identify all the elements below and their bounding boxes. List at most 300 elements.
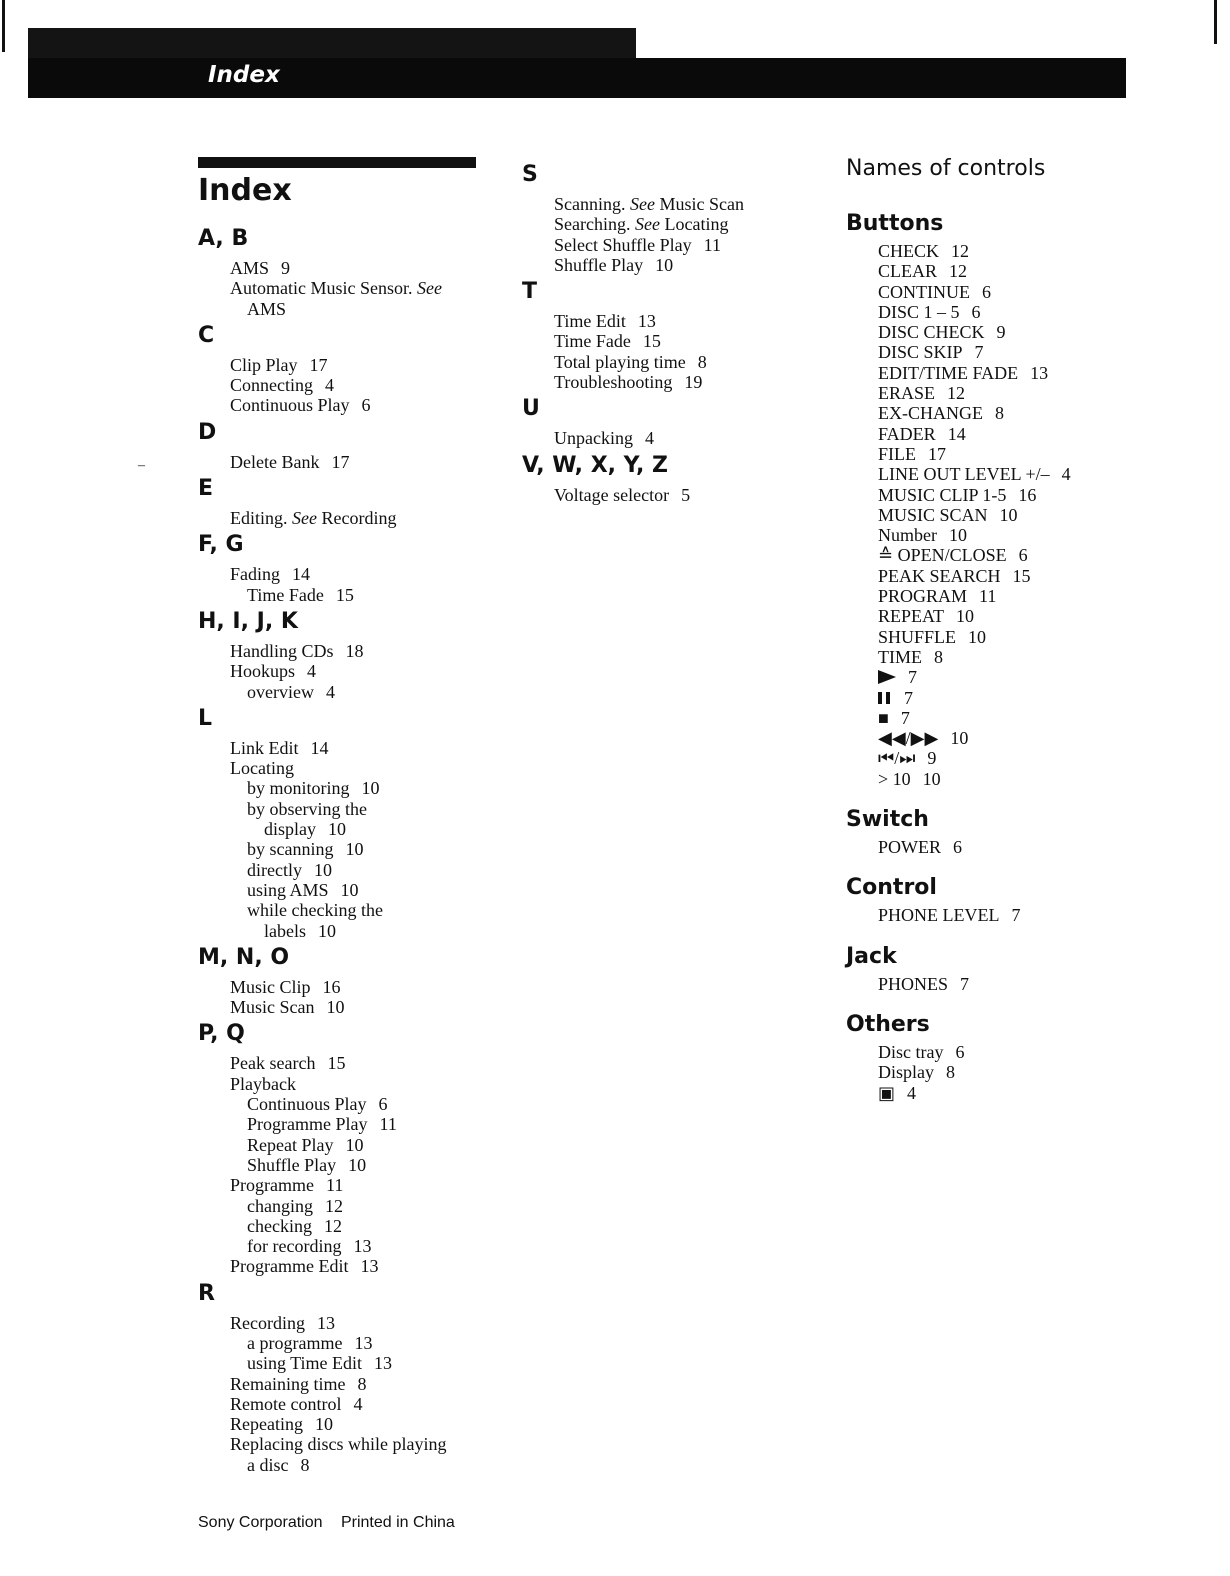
page-number: 17 [928,443,946,464]
page-number: 14 [292,564,311,585]
section-letter: U [522,396,540,422]
page-number: 5 [681,484,691,505]
footer [198,1514,455,1532]
control-name: TIME [878,646,922,667]
index-entry [522,372,812,392]
entry-text: Remote control [230,1393,342,1414]
footer-printed: Printed in China [340,1514,455,1531]
page-number: 13 [316,1312,335,1333]
index-entry [198,1455,488,1475]
control-entry [846,282,1176,302]
section-letter: R [198,1280,215,1306]
control-entry [846,464,1176,484]
entry-text: by observing the [247,798,367,819]
entry-list [198,641,488,702]
control-group [846,807,1176,857]
index-entry [198,682,488,702]
index-entry [198,508,488,528]
header-title: Index [208,62,280,88]
controls-title: Names of controls [846,156,1046,181]
page-number: 17 [309,354,328,375]
index-entry [198,585,488,605]
entry-text: using Time Edit [247,1353,363,1374]
control-entry [846,363,1176,383]
control-entry [846,667,1176,687]
section-letter: P, Q [198,1021,245,1047]
index-entry [522,352,812,372]
index-entry [198,1353,488,1373]
page-number: 10 [328,819,346,840]
section-letter: C [198,322,215,348]
entry-text: checking [247,1215,312,1236]
entry-text: labels [264,920,306,941]
page-number: 13 [1030,362,1049,383]
control-entry [846,606,1176,626]
index-entry [198,564,488,584]
entry-list [198,355,488,416]
entry-list [198,977,488,1018]
entry-text: Link Edit [230,737,299,758]
control-entry [846,261,1176,281]
section-letter: E [198,476,214,502]
control-name: SHUFFLE [878,626,957,647]
entry-text: Searching. [554,214,631,235]
page-number: 10 [345,839,364,860]
control-name: > 10 [878,768,911,789]
control-entry [846,627,1176,647]
index-entry [198,1074,488,1094]
index-entry [198,1053,488,1073]
entry-list [522,194,812,275]
entry-text: Replacing discs while playing [230,1434,447,1455]
control-group [846,1012,1176,1103]
control-entry [846,769,1176,789]
entry-text: Playback [230,1073,296,1094]
page-number: 10 [318,920,336,941]
entry-text: Repeating [230,1414,303,1435]
entry-text: display [264,819,316,840]
page-number: 13 [353,1236,372,1257]
entry-text: Music Scan [230,997,315,1018]
group-heading: Jack [846,943,897,969]
page-number: 12 [324,1195,343,1216]
entry-text: for recording [247,1236,342,1257]
control-entry [846,525,1176,545]
page-number: 8 [934,646,943,667]
entry-text: a disc [247,1454,289,1475]
header-band [28,58,1126,98]
control-name: Number [878,525,937,546]
page-number: 15 [327,1053,346,1074]
page-number: 13 [360,1256,379,1277]
entry-text: Shuffle Play [554,254,644,275]
see-reference: See [634,214,660,235]
index-entry [198,839,488,859]
pause-icon [878,692,890,704]
group-heading: Switch [846,807,929,833]
index-entry [198,860,488,880]
entry-text: Time Fade [554,331,631,352]
control-entry [846,424,1176,444]
entry-text: directly [247,859,302,880]
index-entry [198,258,488,278]
page-number: 8 [357,1373,367,1394]
entry-text: Shuffle Play [247,1154,337,1175]
entry-text: Voltage selector [554,484,670,505]
page-number: 12 [947,383,966,404]
index-entry [198,819,488,839]
entry-text: a programme [247,1332,343,1353]
entry-list [198,258,488,319]
see-target: Locating [664,214,729,235]
header-band-tab [28,28,636,60]
page-number: 16 [1018,484,1037,505]
control-group [846,944,1176,994]
entry-text: by scanning [247,839,334,860]
index-entry [198,1236,488,1256]
page-number: 10 [999,504,1018,525]
page-number: 10 [956,606,975,627]
footer-company: Sony Corporation [198,1514,323,1531]
see-reference: See [292,508,317,529]
scan-edge-right [1214,0,1217,44]
page-number: 10 [948,525,967,546]
entry-text: Handling CDs [230,640,334,661]
entry-text: Clip Play [230,354,298,375]
title-rule [198,157,476,168]
entry-text: while checking the [247,900,383,921]
page-number: 14 [947,423,966,444]
index-entry [198,997,488,1017]
page-number: 15 [1012,565,1031,586]
page-number: 10 [922,768,941,789]
section-letter: H, I, J, K [198,608,298,634]
index-entry [198,758,488,778]
entry-text: Programme [230,1175,314,1196]
control-entry [846,708,1176,728]
index-entry [198,1394,488,1414]
section-letter: M, N, O [198,944,290,970]
group-heading: Control [846,875,937,901]
page-number: 10 [340,879,359,900]
entry-text: Music Clip [230,976,311,997]
index-entry [198,1135,488,1155]
control-name: MUSIC CLIP 1-5 [878,484,1007,505]
page-number: 13 [354,1332,373,1353]
index-entry [198,1196,488,1216]
entry-text: Automatic Music Sensor. [230,278,413,299]
control-entry [846,545,1176,565]
index-entry [198,799,488,819]
index-entry [522,485,812,505]
entry-text: Peak search [230,1053,316,1074]
entry-list [198,1053,488,1276]
index-entry [198,738,488,758]
index-column-2 [522,158,812,509]
control-entry [846,342,1176,362]
index-entry [522,235,812,255]
entry-text: changing [247,1195,313,1216]
control-entry [846,566,1176,586]
entry-text: Time Fade [247,584,324,605]
control-name: ≙ OPEN/CLOSE [878,545,1007,566]
page-number: 9 [996,322,1006,343]
remote-sensor-icon: ▣ [878,1082,896,1103]
page-number: 7 [904,687,913,708]
skip-prev-next-icon: ⏮/⏭ [878,748,916,769]
page-number: 16 [322,976,341,997]
page-number: 8 [697,351,707,372]
page-number: 15 [642,331,661,352]
control-name: REPEAT [878,606,945,627]
index-entry [198,977,488,997]
entry-list [522,428,812,448]
control-name: FADER [878,423,936,444]
entry-text: Programme Play [247,1114,368,1135]
control-entry [846,444,1176,464]
index-entry [198,1216,488,1236]
page-number: 4 [307,661,317,682]
control-entry [846,383,1176,403]
entry-text: Select Shuffle Play [554,234,692,255]
entry-text: Locating [230,758,294,779]
page-number: 13 [374,1353,393,1374]
control-entry [846,302,1176,322]
page-number: 6 [971,301,981,322]
entry-text: Fading [230,564,281,585]
index-entry [198,1155,488,1175]
entry-list [198,564,488,605]
index-entry [198,1175,488,1195]
entry-text: using AMS [247,879,329,900]
page-number: 7 [1011,905,1021,926]
entry-text: Time Edit [554,311,626,332]
index-entry [198,880,488,900]
index-entry [198,1333,488,1353]
entry-text: Scanning. [554,194,626,214]
page-number: 7 [960,973,970,994]
entry-text: Remaining time [230,1373,346,1394]
control-group [846,211,1176,789]
page-number: 8 [995,403,1004,424]
page-number: 7 [900,707,910,728]
index-entry [522,214,812,234]
control-name: PHONE LEVEL [878,905,1000,926]
entry-list [198,508,488,528]
control-name: Disc tray [878,1041,944,1062]
index-entry [198,375,488,395]
entry-list [198,452,488,472]
section-letter: F, G [198,532,244,558]
play-icon [878,670,896,684]
page-number: 10 [950,728,969,749]
entry-text: Recording [230,1312,305,1333]
page-number: 4 [907,1082,917,1103]
control-entry [846,505,1176,525]
index-entry [198,1434,488,1454]
index-entry [522,331,812,351]
index-entry [198,1114,488,1134]
index-entry [198,355,488,375]
page-number: 4 [325,681,335,702]
scan-edge-left [2,0,5,52]
index-entry [198,452,488,472]
entry-text: Unpacking [554,428,633,449]
control-name: DISC SKIP [878,342,963,363]
page-number: 6 [982,281,991,302]
control-name: MUSIC SCAN [878,504,988,525]
index-column-1 [198,155,488,1479]
control-entry [846,1062,1176,1082]
index-column-1-body [198,226,488,1475]
entry-text: AMS [247,298,287,319]
index-entry [522,255,812,275]
index-entry [198,1256,488,1276]
page-number: 13 [637,311,656,332]
index-entry [198,1414,488,1434]
entry-text: Hookups [230,661,296,682]
control-name: DISC 1 – 5 [878,301,960,322]
index-entry [522,311,812,331]
index-entry [522,194,812,214]
entry-text: Troubleshooting [554,372,673,393]
index-entry [198,921,488,941]
group-heading: Buttons [846,211,944,236]
page-number: 12 [323,1215,342,1236]
control-name: Display [878,1062,934,1083]
page-number: 11 [325,1175,344,1196]
control-entry [846,837,1176,857]
section-letter: L [198,705,213,731]
index-entry [198,661,488,681]
control-name: EX-CHANGE [878,403,983,424]
entry-list [522,311,812,392]
page-number: 10 [348,1154,367,1175]
index-entry [198,1374,488,1394]
margin-mark: – [138,458,145,473]
control-entry [846,322,1176,342]
page-number: 10 [968,626,987,647]
index-column-2-body [522,162,812,505]
page-number: 7 [908,667,917,688]
control-entry [846,688,1176,708]
page-number: 10 [313,859,332,880]
page-number: 10 [655,254,674,275]
page-number: 11 [703,234,721,255]
entry-text: AMS [230,258,270,278]
page-number: 4 [325,375,334,396]
entry-text: overview [247,681,314,702]
page-number: 11 [979,586,997,607]
page-number: 7 [974,342,984,363]
page-number: 17 [331,451,350,472]
page-number: 8 [300,1454,310,1475]
index-entry [198,1094,488,1114]
entry-list [198,738,488,941]
index-entry [198,778,488,798]
control-entry [846,485,1176,505]
entry-list [198,1313,488,1475]
control-entry [846,1042,1176,1062]
control-name: LINE OUT LEVEL +/– [878,464,1050,485]
entry-text: Delete Bank [230,451,320,472]
control-name: PROGRAM [878,586,968,607]
see-target: Recording [321,508,397,529]
control-entry [846,905,1176,925]
entry-list [522,485,812,505]
stop-icon: ■ [878,707,889,728]
page-number: 18 [345,640,364,661]
control-entry [846,586,1176,606]
page-number: 10 [326,997,345,1018]
page-number: 15 [335,584,354,605]
index-entry [198,278,488,298]
control-entry [846,241,1176,261]
control-name: FILE [878,443,916,464]
page-number: 6 [361,395,371,416]
entry-text: Total playing time [554,351,686,372]
controls-column [846,155,1176,1121]
page-number: 14 [310,737,329,758]
control-name: CONTINUE [878,281,970,302]
control-entry [846,1083,1176,1103]
section-letter: V, W, X, Y, Z [522,452,668,478]
page-number: 10 [361,778,380,799]
section-letter: S [522,162,538,187]
section-letter: T [522,279,538,305]
control-entry [846,748,1176,768]
group-heading: Others [846,1011,930,1037]
see-target: Music Scan [659,194,744,214]
page-number: 19 [684,372,703,393]
page-number: 12 [951,241,970,261]
page-number: 6 [378,1094,388,1115]
control-entry [846,647,1176,667]
index-entry [198,900,488,920]
control-name: EDIT/TIME FADE [878,362,1019,383]
control-name: PHONES [878,973,949,994]
page-number: 10 [314,1414,333,1435]
index-entry [522,428,812,448]
page-number: 9 [927,748,937,769]
control-entry [846,728,1176,748]
index-title: Index [198,173,292,208]
page-number: 4 [353,1393,363,1414]
index-entry [198,1313,488,1333]
entry-text: Programme Edit [230,1256,349,1277]
page-number: 6 [955,1041,965,1062]
entry-text: Continuous Play [247,1094,367,1115]
entry-text: Editing. [230,508,288,529]
control-name: ERASE [878,383,936,404]
control-name: DISC CHECK [878,322,985,343]
control-name: PEAK SEARCH [878,565,1001,586]
control-name: CLEAR [878,261,938,282]
control-entry [846,403,1176,423]
index-entry [198,641,488,661]
see-reference: See [417,278,442,299]
page-number: 11 [379,1114,397,1135]
section-letter: A, B [198,226,249,251]
page-number: 4 [1061,464,1071,485]
page-number: 8 [946,1062,955,1083]
entry-text: Repeat Play [247,1134,334,1155]
page-number: 9 [281,258,291,278]
entry-text: Continuous Play [230,395,350,416]
control-name: CHECK [878,241,940,261]
control-name: POWER [878,837,941,858]
page-number: 4 [644,428,654,449]
